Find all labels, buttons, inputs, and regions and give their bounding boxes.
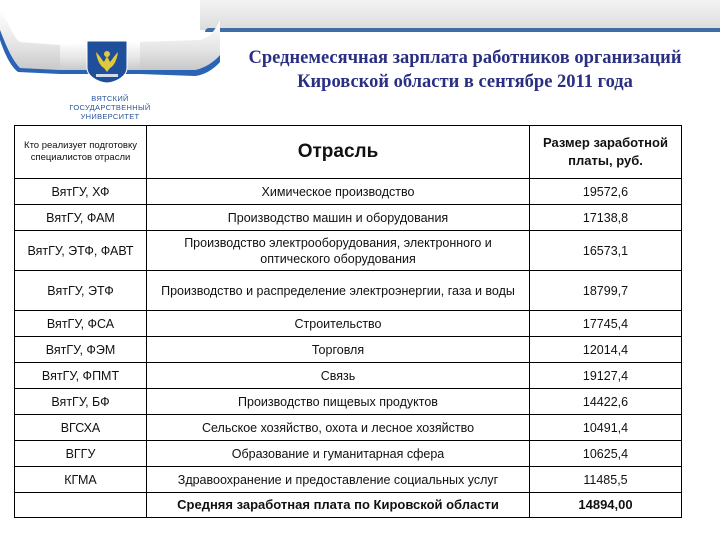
table-row — [15, 205, 682, 231]
cell-who: ВятГУ, ФЭМ — [15, 337, 147, 363]
cell-salary: 18799,7 — [530, 271, 682, 311]
cell-who: ВятГУ, БФ — [15, 389, 147, 415]
cell-salary: 10625,4 — [530, 441, 682, 467]
cell-salary: 16573,1 — [530, 231, 682, 271]
cell-salary: 19572,6 — [530, 179, 682, 205]
university-name-line: ВЯТСКИЙ — [91, 94, 129, 103]
table-row — [15, 467, 682, 493]
cell-sector: Строительство — [147, 311, 530, 337]
cell-who: КГМА — [15, 467, 147, 493]
table-row — [15, 441, 682, 467]
table-row — [15, 389, 682, 415]
cell-who — [15, 493, 147, 518]
cell-salary: 12014,4 — [530, 337, 682, 363]
column-header-salary: Размер заработной платы, руб. — [530, 126, 682, 179]
university-name-line: УНИВЕРСИТЕТ — [80, 112, 140, 121]
header-accent-line — [205, 28, 720, 32]
table-row — [15, 363, 682, 389]
cell-who: ВятГУ, ФАМ — [15, 205, 147, 231]
table-header-row — [15, 126, 682, 179]
university-crest-icon — [86, 40, 128, 84]
cell-sector: Производство и распределение электроэнергии, газа и воды — [147, 271, 530, 311]
cell-total-salary: 14894,00 — [530, 493, 682, 518]
university-name — [60, 94, 160, 121]
column-header-who: Кто реализует подготовку специалистов отрасли — [15, 126, 147, 179]
cell-sector: Сельское хозяйство, охота и лесное хозяйство — [147, 415, 530, 441]
cell-sector: Химическое производство — [147, 179, 530, 205]
cell-salary: 17745,4 — [530, 311, 682, 337]
cell-who: ВятГУ, ЭТФ — [15, 271, 147, 311]
title-line-2: Кировской области в сентябре 2011 года — [297, 72, 633, 92]
cell-who: ВятГУ, ЭТФ, ФАВТ — [15, 231, 147, 271]
cell-who: ВятГУ, ФСА — [15, 311, 147, 337]
page-title — [210, 46, 720, 94]
cell-salary: 11485,5 — [530, 467, 682, 493]
cell-who: ВГСХА — [15, 415, 147, 441]
cell-salary: 14422,6 — [530, 389, 682, 415]
cell-total-label: Средняя заработная плата по Кировской области — [147, 493, 530, 518]
title-line-1: Среднемесячная зарплата работников организаций — [248, 48, 682, 68]
cell-sector: Торговля — [147, 337, 530, 363]
header-band — [200, 0, 720, 30]
cell-who: ВГГУ — [15, 441, 147, 467]
cell-salary: 19127,4 — [530, 363, 682, 389]
table-total-row — [15, 493, 682, 518]
salary-table — [14, 125, 682, 518]
table-row — [15, 415, 682, 441]
cell-sector: Производство пищевых продуктов — [147, 389, 530, 415]
table-row — [15, 271, 682, 311]
cell-who: ВятГУ, ХФ — [15, 179, 147, 205]
cell-sector: Связь — [147, 363, 530, 389]
table-row — [15, 311, 682, 337]
cell-sector: Образование и гуманитарная сфера — [147, 441, 530, 467]
cell-sector: Производство машин и оборудования — [147, 205, 530, 231]
university-name-line: ГОСУДАРСТВЕННЫЙ — [69, 103, 151, 112]
table-row — [15, 179, 682, 205]
table-row — [15, 231, 682, 271]
cell-who: ВятГУ, ФПМТ — [15, 363, 147, 389]
cell-sector: Производство электрооборудования, электронного и оптического оборудования — [147, 231, 530, 271]
cell-salary: 10491,4 — [530, 415, 682, 441]
cell-sector: Здравоохранение и предоставление социальных услуг — [147, 467, 530, 493]
column-header-sector: Отрасль — [147, 126, 530, 179]
cell-salary: 17138,8 — [530, 205, 682, 231]
table-row — [15, 337, 682, 363]
